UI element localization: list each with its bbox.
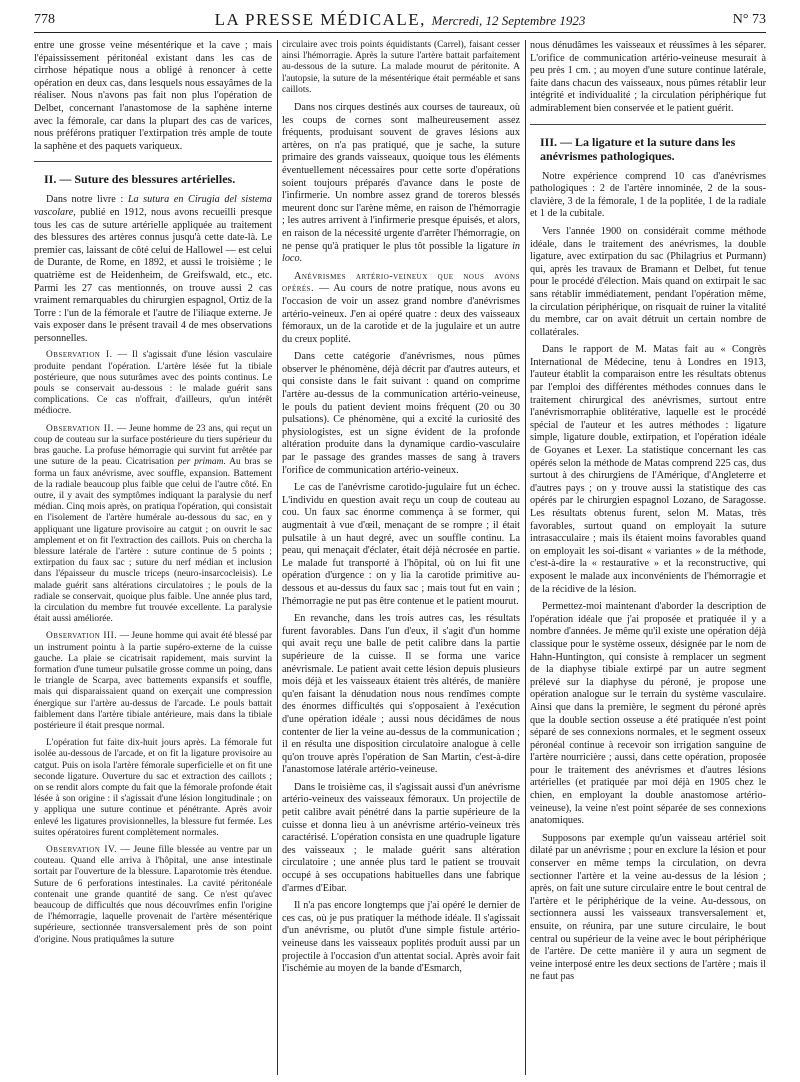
column-divider — [277, 40, 278, 1075]
text-italic: in loco — [282, 240, 520, 265]
observation-3 — [34, 631, 272, 732]
observation-label: Observation II. — [46, 423, 114, 434]
paragraph: circulaire avec trois points équidistants (Carrel), faisant cesser ainsi l'hémorragie. Après la suture l'artère battait parfaitement au-dessous de la suture. La malade mourut de péritonite. A l'autopsie, la suture de la mésentérique était perméable et sans caillots. — [282, 40, 520, 95]
text: Dans notre livre : — [46, 194, 128, 206]
journal-name: LA PRESSE MÉDICALE, — [214, 10, 426, 29]
observation-1 — [34, 350, 272, 417]
column-left — [34, 40, 272, 1080]
observation-label: Observation I. — [46, 350, 113, 361]
paragraph: Dans le rapport de M. Matas fait au « Congrès International de Médecine, tenu à Londres en 1913, l'auteur établit la comparaison entre les résultats obtenus par l'emploi des différentes méthodes connues dans le traitement chirurgical des anévrismes, surtout entre l'anévrismorraphie oblitérative, laquelle est le procédé spécial de l'auteur et les autres méthodes : ligature simple, ligature double, extirpation, et l'opération idéale de Goyanes et Lexer. La statistique concernant les cas opérés selon la méthode de Matas comprend 225 cas, dus surtout à des chirurgiens de l'Amérique, d'Angleterre et d'autres pays ; on y trouve aussi la statistique des cas opérés par le chirurgien espagnol Lozano, de Saragosse. Les résultats obtenus furent, selon M. Matas, très favorables, surtout quand on employait la suture intrasacculaire ; mais ils étaient moins favorables quand on employait les soi-disant « variantes » de la méthode, c'est-à-dire la « restaurative » et la reconstructive, qui exposent le malade aux inconvénients de l'hémorragie et de la récidive de la lésion. — [530, 344, 766, 595]
paragraph — [34, 194, 272, 345]
text: Dans nos cirques destinés aux courses de taureaux, où les coups de cornes sont malheureusement assez fréquents, produisant souvent de graves lésions aux artères, on n'a pas pratiqué, que je sache, la suture primaire des grands vaisseaux, quoique tous les éléments éventuellement nécessaires pour cette sorte d'opérations soient toujours préparés d'avance dans le poste de l'infirmerie. Un nombre assez grand de toreros blessés meurent donc sur l'arène même, en raison de l'hémorragie ; les autres arrivent à l'infirmerie presque épuisés, et alors, en raison de la nécessité urgente d'arrêter l'hémorragie, on ne pense qu'à pratiquer le plus tôt possible la ligature — [282, 102, 520, 252]
observation-3-continued: L'opération fut faite dix-huit jours après. La fémorale fut isolée au-dessous de l'arcade, et on fit la ligature provisoire au catgut. Puis on isola l'artère fémorale superficielle et on fit une seconde ligature. Ouverture du sac et extraction des caillots ; on se rendit alors compte du fait que la fémorale profonde était lésée à son origine : il s'agissait d'une lésion longitudinale ; on y appliqua une suture continue et pénétrante. Après avoir enlevé les ligatures provisionnelles, la blessure fut fermée. Les suites opératoires furent complètement normales. — [34, 738, 272, 838]
observation-label: Observation III. — [46, 631, 118, 642]
subsection-label: Anévrismes artério-veineux que nous avons opérés. — [282, 270, 520, 295]
section-heading: II. — Suture des blessures artérielles. — [44, 172, 236, 187]
observation-text: — Jeune fille blessée au ventre par un couteau. Quand elle arriva à l'hôpital, une anse intestinale sortait par l'ouverture de la blessure. Laparotomie très étendue. Suture de 6 perforations intestinales. La cavité péritonéale contenait une grande quantité de sang. Ce n'est qu'avec beaucoup de difficultés que nous découvrîmes enfin l'origine de l'hémorragie, laquelle provenait de l'artère mésentérique supérieure, sectionnée transversalement près de son point d'origine. Nous pratiquâmes la suture — [34, 845, 272, 945]
paragraph: Dans nos cirques destinés aux courses de taureaux, où les coups de cornes sont malheureusement assez fréquents, produisant souvent de graves lésions aux artères, on n'a pas pratiqué, que je sache, la suture primaire des grands vaisseaux, quoique tous les éléments éventuellement nécessaires pour cette sorte d'opérations soient toujours préparés d'avance dans le poste de l'infirmerie. Un nombre assez grand de toreros blessés meurent donc sur l'arène même, en raison de l'hémorragie ; les autres arrivent à l'infirmerie presque épuisés, et alors, en raison de la nécessité urgente d'arrêter l'hémorragie, on ne pense qu'à pratiquer le plus tôt possible la ligature in loco. — [282, 102, 520, 265]
paragraph: Supposons par exemple qu'un vaisseau artériel soit dilaté par un anévrisme ; pour en exclure la lésion et pour conserver en même temps la circulation, on devra sectionner l'artère et la veine au-dessus de la lésion ; après, on fait une suture circulaire entre le bout central de l'artère et le périphérique de la veine. Au-dessous, on sectionnera aussi les vaisseaux transversalement et, ensuite, on réunira, par une suture circulaire, le bout central ou supérieur de la veine avec le bout périphérique de l'artère. De cette manière il y aura un segment de veine interposé entre les deux sections de l'artère ; mais il ne faut pas — [530, 832, 766, 983]
paragraph: Dans cette catégorie d'anévrismes, nous pûmes observer le phénomène, déjà décrit par d'autres auteurs, et qui consiste dans le fait suivant : quand on comprime l'artère au-dessus de la communication artério-veineuse, le pouls du patient devient moins fréquent (20 ou 30 pulsations). Ce phénomène, qui a excité la curiosité des physiologistes, est un signe évident de la profonde altération produite dans la dynamique cardio-vasculaire par le passage des grandes masses de sang à travers l'orifice de communication artério-veineux. — [282, 351, 520, 476]
observation-text: — Jeune homme qui avait été blessé par un instrument pointu à la partie supéro-externe de la cuisse gauche. La plaie se cicatrisait rapidement, mais survint la formation d'une tumeur pulsatile grosse comme un poing, dans le triangle de Scarpa, avec battements expansifs et souffle, mais qui disparaissaient quand on exerçait une compression énergique sur l'artère au-dessus de l'arcade. Le pouls battait faiblement dans l'artère tibiale antérieure, mais dans la tibiale postérieure il était presque normal. — [34, 631, 272, 731]
paragraph: Notre expérience comprend 10 cas d'anévrismes pathologiques : 2 de l'artère innominée, 2 de la sous-clavière, 3 de la fémorale, 1 de la poplitée, 1 de la radiale et 1 de la cubitale. — [530, 170, 766, 220]
column-middle — [282, 40, 520, 1080]
paragraph: Permettez-moi maintenant d'aborder la description de l'opération idéale que j'ai proposée et pratiquée il y a nombre d'années. Je même qu'il existe une opération déjà classique pour le système osseux, désignée par le nom de Hahn-Huntington, qui consiste à remplacer un segment de la diaphyse tibiale extirpé par un autre segment prélevé sur la diaphyse du péroné, je propose une opération analogue sur le terrain du système vasculaire. Ainsi que dans la première, le segment du péroné après que la double section osseuse a été pratiquée n'est point séparé de ses connexions normales, et le segment osseux péronéal continue à recevoir son irrigation sanguine de l'artère nourricière ; aussi, dans cette opération, proposée pour le traitement des anévrismes et d'autres lésions artérielles (et pratiquée par moi déjà en 1905 chez le chien, en employant la double anastomose artério-veineuse), la veine n'est point séparée de ses connexions anatomiques. — [530, 601, 766, 827]
paragraph: Dans le troisième cas, il s'agissait aussi d'un anévrisme artério-veineux des vaisseaux fémoraux. Un projectile de petit calibre avait pénétré dans la partie supérieure de la cuisse et donna lieu à un anévrisme artério-veineux très caractérisé. L'opération consista en une quadruple ligature des vaisseaux ; le malade guérit sans altération circulatoire ; une année plus tard le patient se trouvait occupé à ses occupations habituelles dans une fabrique d'armes d'Eibar. — [282, 781, 520, 894]
book-title: La sutura en Cirugia del sistema vascolare — [34, 194, 272, 218]
paragraph: entre une grosse veine mésentérique et la cave ; mais l'épaississement péritonéal existant dans les cas de cirrhose hépatique nous a obligé à renoncer à cette opération en deux cas, dans lesquels nous essayâmes de la réaliser. Nous n'avons pas fait non plus l'opération de Delbet, concernant l'anastomose de la saphène interne avec la fémorale, car dans la plupart des cas de varices, nous préférons pratiquer l'extirpation très ample de toute la saphène et des paquets variqueux. — [34, 40, 272, 152]
paragraph — [282, 271, 520, 347]
journal-title — [34, 10, 766, 30]
observation-2 — [34, 424, 272, 626]
paragraph: Le cas de l'anévrisme carotido-jugulaire fut un échec. L'individu en question avait reçu un coup de couteau au cou. Un faux sac énorme commença à se former, qui augmentait à vue d'œil, menaçant de se rompre ; il était pulsatile à un haut degré, avec un souffle continu. La peau, qui menaçait d'éclater, était déjà nécrosée en partie. Le malade fut transporté à l'hôpital, où on lui fit une opération d'urgence : on y lia la carotide primitive au-dessous et au-dessus du faux sac ; mais tout fut en vain ; l'hémorragie ne put pas être contenue et le patient mourut. — [282, 482, 520, 607]
observation-text: — Jeune homme de 23 ans, qui reçut un coup de couteau sur la surface postérieure du tiers supérieur du bras gauche. La profuse hémorragie qui survint fut arrêtée par une suture de la peau. Cicatrisation — [34, 423, 272, 468]
observation-text-italic: per primam — [177, 457, 224, 468]
observation-text: — Il s'agissait d'une lésion vasculaire produite pendant l'opération. L'artère lésée fut la tibiale postérieure, que nous suturâmes avec des points continus. Le pouls se conservait au-dessous : le malade guérit sans complications. Ce cas n'offrait, d'ailleurs, qu'un intérêt médiocre. — [34, 350, 272, 417]
paragraph: Il n'a pas encore longtemps que j'ai opéré le dernier de ces cas, où je pus pratiquer la méthode idéale. Il s'agissait d'un anévrisme, ou plutôt d'une simple fistule artério-veineuse dans les vaisseaux poplités produit aussi par un projectile à l'occasion d'un attentat social. Après avoir fait l'ischémie au moyen de la bande d'Esmarch, — [282, 900, 520, 975]
column-divider — [525, 40, 526, 1075]
observation-label: Observation IV. — [46, 845, 117, 855]
issue-date: Mercredi, 12 Septembre 1923 — [431, 13, 586, 28]
paragraph: En revanche, dans les trois autres cas, les résultats furent favorables. Dans l'un d'eux, il s'agit d'un homme qui avait reçu une balle de petit calibre dans la partie supérieure de la cuisse. Il se forma une varice anévrismale. Le patient avait cette lésion depuis plusieurs mois déjà et les vaisseaux étaient très altérés, de manière qu'en faisant la dénudation nous nous rendîmes compte des énormes difficultés qui s'opposaient à l'exécution d'une opération idéale ; aussi nous décidâmes de nous contenter de lier la veine au-dessus de la communication ; il en résulta une disposition circulatoire analogue à celle qu'on trouve après l'opération de San Martin, c'est-à-dire l'anastomose latérale artério-veineuse. — [282, 613, 520, 776]
issue-number: N° 73 — [732, 12, 766, 27]
section-heading: III. — La ligature et la suture dans les anévrismes pathologiques. — [540, 134, 736, 163]
text: — Au cours de notre pratique, nous avons eu l'occasion de voir un assez grand nombre d'anévrismes artério-veineux. J'en ai opéré quatre : deux des vaisseaux fémoraux, un de la carotide et de la jugulaire et un autre du creux poplité. — [282, 283, 520, 345]
paragraph: Vers l'année 1900 on considérait comme méthode idéale, dans le traitement des anévrismes, la double ligature, avec extirpation du sac (Philagrius et Purmann) qui, après les travaux de Bramann et Delbet, fut tenue pour le procédé d'élection. Mais quand on extirpait le sac sans rétablir immédiatement, pendant l'opération même, la circulation périphérique, on risquait de ruiner la vitalité du membre, car on avait détruit un certain nombre de collatérales. — [530, 225, 766, 338]
section-divider — [530, 124, 766, 125]
paragraph: nous dénudâmes les vaisseaux et réussîmes à les séparer. L'orifice de communication artério-veineuse mesurait à peu près 1 cm. ; au moyen d'une suture continue latérale, faite dans chacun des vaisseaux, nous pûmes rétablir leur intégrité et individualité ; la circulation périphérique fut admirablement bien conservée et le patient guérit. — [530, 40, 766, 114]
column-right — [530, 40, 766, 1080]
page-header — [34, 10, 766, 33]
text: , publié en 1912, nous avons recueilli presque tous les cas de suture artérielle appliquée au traitement des blessures des artères connus jusqu'à cette date-là. Le premier cas, laissant de côté celui de Hallowel — est celui de Durante, de Rome, en 1892, et aussi le troisième ; le quatrième est de Heidenheim, de Greifswald, etc., etc. Parmi les 27 cas mentionnés, on trouve aussi 2 cas vraiment remarquables du chirurgien espagnol, Ortiz de la Torre : l'un de la fémorale et l'autre de l'iliaque externe. Je vais exposer dans le présent travail 4 de mes observations personnelles. — [34, 206, 272, 344]
observation-text: . Au bras se forma un faux anévrisme, avec souffle, expansion. Battement de la radiale beaucoup plus faible que celui de l'autre côté. En outre, il y avait des symptômes indiquant la paralysie du nerf médian. Cinq mois après, on pratiqua l'opération, qui consistait en l'isolement de l'artère humérale au-dessous du sac, en y appliquant une ligature provisoire au catgut ; on ouvrit le sac amplement et on fit l'extraction des caillots. Puis on chercha la blessure latérale de l'artère : suture continue de 5 points ; extirpation du faux sac ; suture du nerf médian et inclusion dans l'épaisseur du muscle triceps (neuro-insarcocleisis). Le malade guérit sans altérations circulatoires ; le pouls de la radiale se conservait, quoique plus faible. Une année plus tard, la circulation du membre fut trouvée excellente. La paralysie était aussi améliorée. — [34, 457, 272, 625]
page-number: 778 — [34, 12, 55, 27]
observation-4 — [34, 845, 272, 946]
section-divider — [34, 161, 272, 162]
